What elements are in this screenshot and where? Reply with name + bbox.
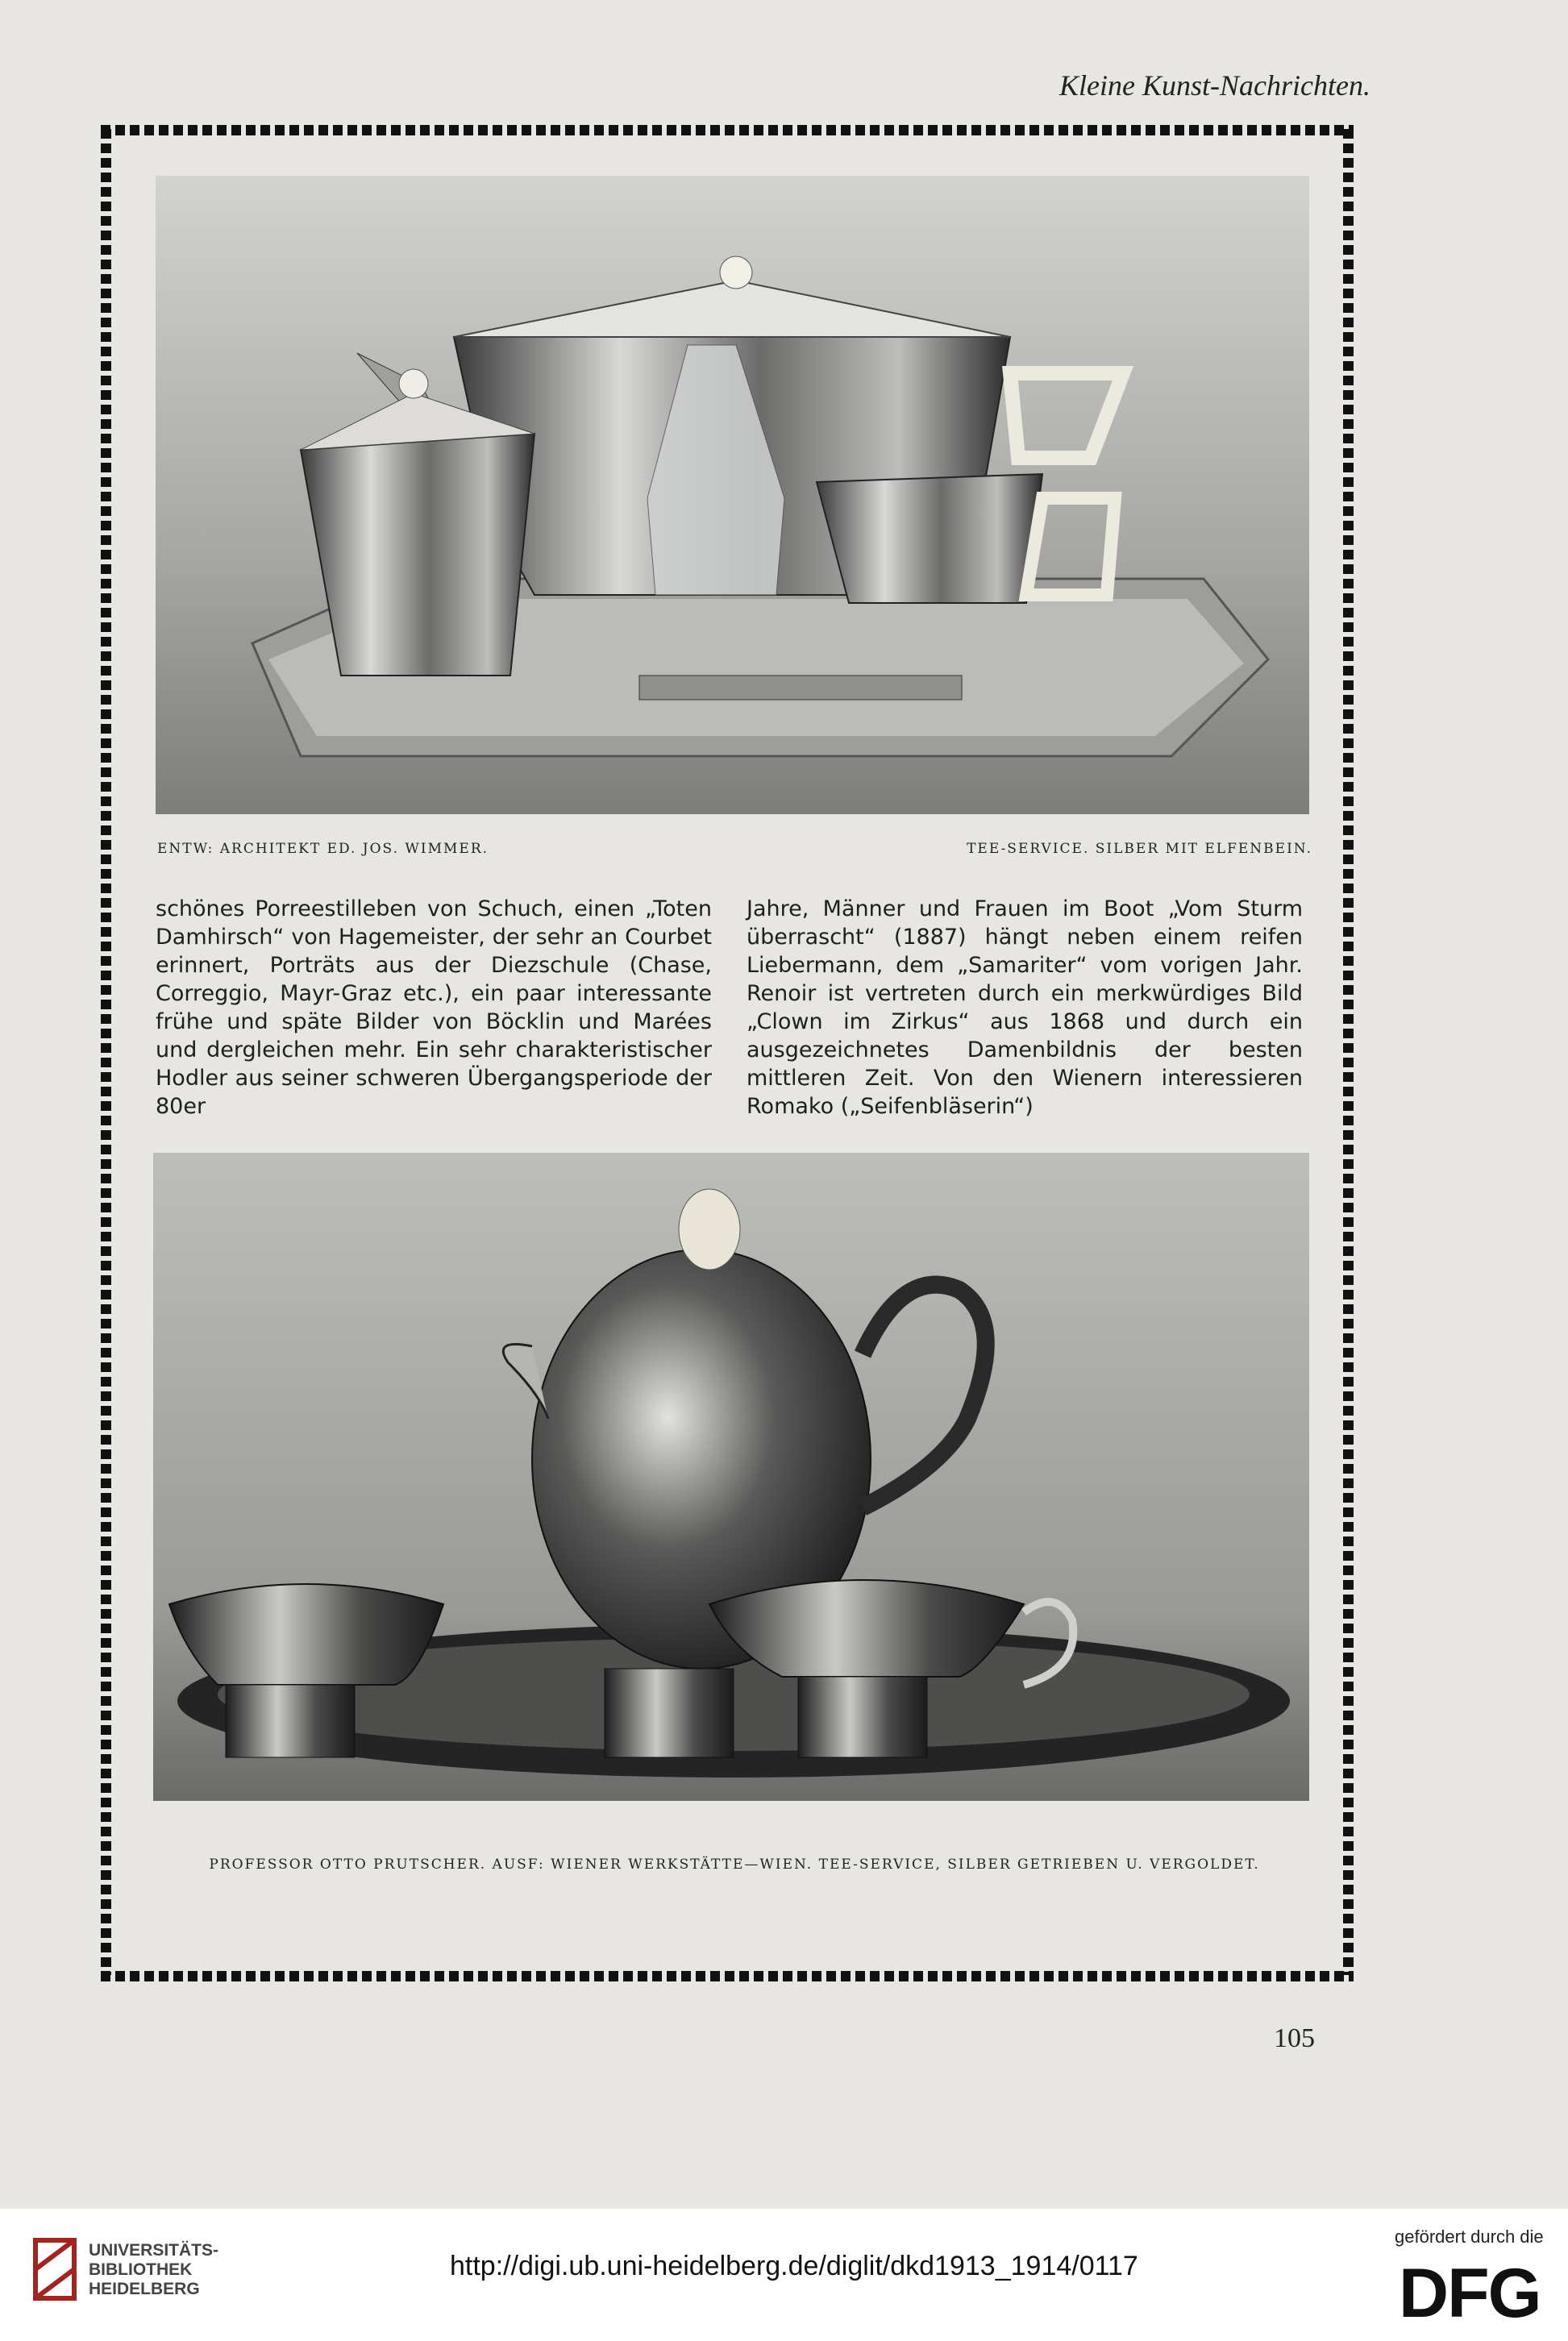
- photo-tea-service-wimmer: [156, 176, 1309, 814]
- body-text-right: Jahre, Männer und Frauen im Boot „Vom Sturm überrascht“ (1887) hängt neben einem reifen Liebermann, dem „Samariter“ vom vorigen Jahr. Renoir ist vertreten durch ein merkwürdiges Bild „Clown im Zirkus“ aus 1868 und durch ein ausgezeichnetes Damenbildnis der besten mittleren Zeit. Von den Wienern interessieren Romako („Seifenbläserin“): [747, 896, 1303, 1119]
- tea-service-illustration: [156, 176, 1309, 814]
- permalink-url[interactable]: http://digi.ub.uni-heidelberg.de/diglit/dkd1913_1914/0117: [450, 2251, 1138, 2281]
- text-column-left: [156, 895, 712, 1121]
- ornamental-border-left: [101, 129, 111, 1975]
- library-name: [89, 2241, 218, 2299]
- text-column-right: [747, 895, 1303, 1121]
- ornamental-border-right: [1343, 129, 1354, 1975]
- library-name-line2: BIBLIOTHEK: [89, 2260, 193, 2279]
- footer-bar: [0, 2209, 1568, 2341]
- body-text-left: schönes Porreestilleben von Schuch, einen „Toten Damhirsch“ von Hagemeister, der sehr an Courbet erinnert, Porträts aus der Diezschule (Chase, Correggio, Mayr-Graz etc.), ein paar interessante frühe und späte Bilder von Böcklin und Marées und dergleichen mehr. Ein sehr charakteristischer Hodler aus seiner schweren Übergangsperiode der 80er: [156, 896, 712, 1119]
- running-title: Kleine Kunst-Nachrichten.: [1059, 69, 1370, 102]
- ornamental-border-top: [101, 125, 1354, 135]
- university-library-logo-icon: [32, 2237, 77, 2301]
- sponsor-note: gefördert durch die: [1395, 2227, 1544, 2247]
- photo-tea-service-prutscher: [153, 1153, 1309, 1801]
- tea-service-illustration-2: [153, 1153, 1309, 1801]
- figure1-caption-left: ENTW: ARCHITEKT ED. JOS. WIMMER.: [157, 841, 489, 857]
- figure1-caption-right: TEE-SERVICE. SILBER MIT ELFENBEIN.: [967, 841, 1312, 857]
- library-name-line1: UNIVERSITÄTS-: [89, 2241, 219, 2260]
- figure2-caption: PROFESSOR OTTO PRUTSCHER. AUSF: WIENER WERKSTÄTTE—WIEN. TEE-SERVICE, SILBER GETRIEBEN U. VERGOLDET.: [209, 1857, 1260, 1873]
- dfg-logo: DFG: [1399, 2255, 1541, 2332]
- page-number: 105: [1274, 2023, 1315, 2053]
- ornamental-border-bottom: [101, 1971, 1354, 1981]
- library-name-line3: HEIDELBERG: [89, 2280, 200, 2298]
